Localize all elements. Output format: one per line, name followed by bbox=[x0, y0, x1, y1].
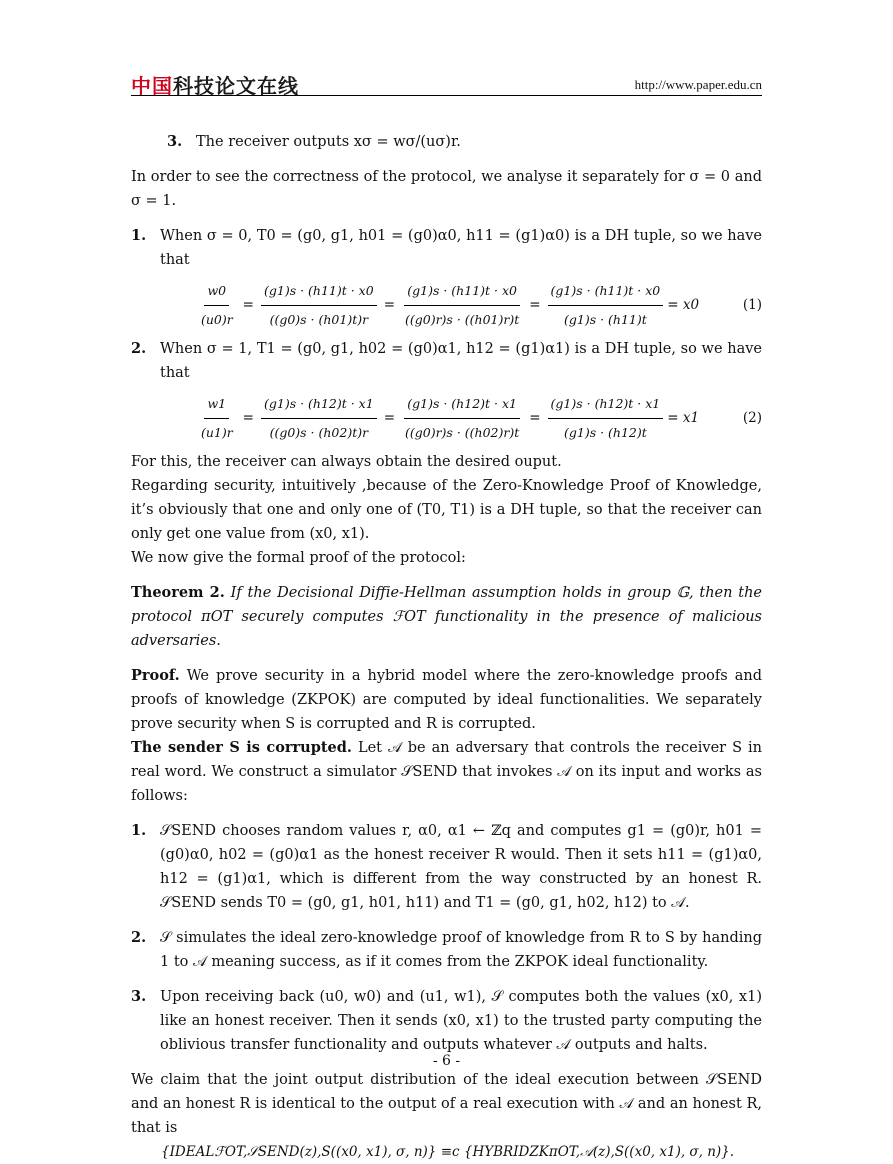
step-number: 3. bbox=[167, 133, 183, 150]
numerator: (g1)s · (h11)t · x0 bbox=[548, 279, 664, 306]
page-header bbox=[131, 68, 762, 98]
case-number: 2. bbox=[131, 340, 147, 357]
security-paragraph: Regarding security, intuitively ,because of the Zero-Knowledge Proof of Knowledge, it’s obviously that one and only one of (T0, T1) is a DH tuple, so that the receiver can only get one value from (x0, x1). bbox=[131, 478, 762, 542]
numerator: w0 bbox=[204, 279, 229, 306]
denominator: ((g0)r)s · ((h02)r)t bbox=[405, 424, 520, 440]
logo-red-text: 中国 bbox=[131, 74, 173, 98]
proof-text: We prove security in a hybrid model where the zero-knowledge proofs and proofs of knowledge (ZKPOK) are computed by ideal functionalities. We separately prove security when S is corrupted and R is corrupted. bbox=[131, 668, 762, 732]
header-rule bbox=[131, 95, 762, 96]
fraction bbox=[402, 392, 522, 445]
equals-sign: = bbox=[242, 297, 254, 313]
equation-2 bbox=[131, 396, 762, 440]
equals-sign: = bbox=[529, 297, 541, 313]
sim-step-number: 3. bbox=[131, 988, 147, 1005]
sim-step-number: 2. bbox=[131, 929, 147, 946]
sim-step-2 bbox=[131, 926, 762, 974]
sim-step-text: 𝒮 simulates the ideal zero-knowledge proof of knowledge from R to S by handing 1 to 𝒜 meaning success, as if it comes from the ZKPOK ideal functionality. bbox=[160, 930, 762, 970]
equation-number: (1) bbox=[742, 297, 762, 313]
theorem-label: Theorem 2. bbox=[131, 584, 225, 601]
sender-corrupted-paragraph bbox=[131, 736, 762, 808]
fraction bbox=[548, 279, 664, 332]
case-sigma-0 bbox=[131, 224, 762, 272]
equation-rhs: = x1 bbox=[667, 410, 700, 426]
proof-paragraph bbox=[131, 664, 762, 736]
equals-sign: = bbox=[242, 410, 254, 426]
claim-formula: {IDEALℱOT,𝒮SEND(z),S((x0, x1), σ, n)} ≡c {HYBRIDZKπOT,𝒜(z),S((x0, x1), σ, n)}. bbox=[161, 1144, 735, 1160]
fraction bbox=[261, 392, 377, 445]
numerator: (g1)s · (h11)t · x0 bbox=[404, 279, 520, 306]
denominator: (u1)r bbox=[200, 424, 233, 440]
numerator: w1 bbox=[204, 392, 229, 419]
claim-paragraph: We claim that the joint output distribution of the ideal execution between 𝒮SEND and an honest R is identical to the output of a real execution with 𝒜 and an honest R, that is bbox=[131, 1072, 762, 1136]
proof-label: Proof. bbox=[131, 667, 180, 684]
equals-sign: = bbox=[383, 410, 395, 426]
output-paragraph: For this, the receiver can always obtain the desired ouput. bbox=[131, 454, 562, 470]
correctness-intro: In order to see the correctness of the protocol, we analyse it separately for σ = 0 and σ = 1. bbox=[131, 169, 762, 209]
numerator: (g1)s · (h12)t · x1 bbox=[404, 392, 520, 419]
case-text: When σ = 0, T0 = (g0, g1, h01 = (g0)α0, h11 = (g1)α0) is a DH tuple, so we have that bbox=[160, 228, 762, 268]
denominator: ((g0)s · (h01)t)r bbox=[269, 311, 369, 327]
equation-1 bbox=[131, 283, 762, 327]
denominator: (g1)s · (h12)t bbox=[564, 424, 647, 440]
numerator: (g1)s · (h12)t · x1 bbox=[548, 392, 664, 419]
sim-step-text: 𝒮SEND chooses random values r, α0, α1 ← ℤq and computes g1 = (g0)r, h01 = (g0)α0, h02 = (g0)α1 as the honest receiver R would. Then it sets h11 = (g1)α0, h12 = (g1)α1, which is different from the way constructed by an honest R. 𝒮SEND sends T0 = (g0, g1, h01, h11) and T1 = (g0, g1, h02, h12) to 𝒜. bbox=[160, 823, 762, 911]
equation-rhs: = x0 bbox=[667, 297, 700, 313]
fraction bbox=[198, 279, 236, 332]
case-number: 1. bbox=[131, 227, 147, 244]
sim-step-text: Upon receiving back (u0, w0) and (u1, w1), 𝒮 computes both the values (x0, x1) like an honest receiver. Then it sends (x0, x1) to the trusted party computing the oblivious transfer functionality and outputs whatever 𝒜 outputs and halts. bbox=[160, 989, 762, 1053]
equals-sign: = bbox=[529, 410, 541, 426]
step-text: The receiver outputs xσ = wσ/(uσ)r. bbox=[196, 134, 461, 150]
logo-black-text: 科技论文在线 bbox=[173, 74, 299, 98]
sim-step-1 bbox=[131, 819, 762, 915]
denominator: (u0)r bbox=[200, 311, 233, 327]
fraction bbox=[198, 392, 236, 445]
case-text: When σ = 1, T1 = (g0, g1, h02 = (g0)α1, h12 = (g1)α1) is a DH tuple, so we have that bbox=[160, 341, 762, 381]
numerator: (g1)s · (h11)t · x0 bbox=[261, 279, 377, 306]
denominator: (g1)s · (h11)t bbox=[564, 311, 647, 327]
fraction bbox=[261, 279, 377, 332]
sim-step-number: 1. bbox=[131, 822, 147, 839]
numerator: (g1)s · (h12)t · x1 bbox=[261, 392, 377, 419]
protocol-step-3 bbox=[131, 130, 762, 154]
sender-corrupted-label: The sender S is corrupted. bbox=[131, 739, 352, 756]
theorem-2 bbox=[131, 581, 762, 653]
formal-proof-intro: We now give the formal proof of the protocol: bbox=[131, 550, 466, 566]
site-url[interactable]: http://www.paper.edu.cn bbox=[634, 77, 762, 92]
denominator: ((g0)r)s · ((h01)r)t bbox=[405, 311, 520, 327]
case-sigma-1 bbox=[131, 337, 762, 385]
fraction bbox=[548, 392, 664, 445]
fraction bbox=[402, 279, 522, 332]
denominator: ((g0)s · (h02)t)r bbox=[269, 424, 369, 440]
equation-number: (2) bbox=[742, 410, 762, 426]
page-number: - 6 - bbox=[432, 1053, 461, 1069]
sim-step-3 bbox=[131, 985, 762, 1057]
sender-corrupted-text: Let 𝒜 be an adversary that controls the receiver S in real word. We construct a simulator 𝒮SEND that invokes 𝒜 on its input and works as follows: bbox=[131, 740, 763, 804]
theorem-statement: If the Decisional Diffie-Hellman assumption holds in group 𝔾, then the protocol πOT securely computes ℱOT functionality in the presence of malicious adversaries. bbox=[131, 585, 763, 649]
paper-body bbox=[131, 130, 762, 1164]
equals-sign: = bbox=[383, 297, 395, 313]
